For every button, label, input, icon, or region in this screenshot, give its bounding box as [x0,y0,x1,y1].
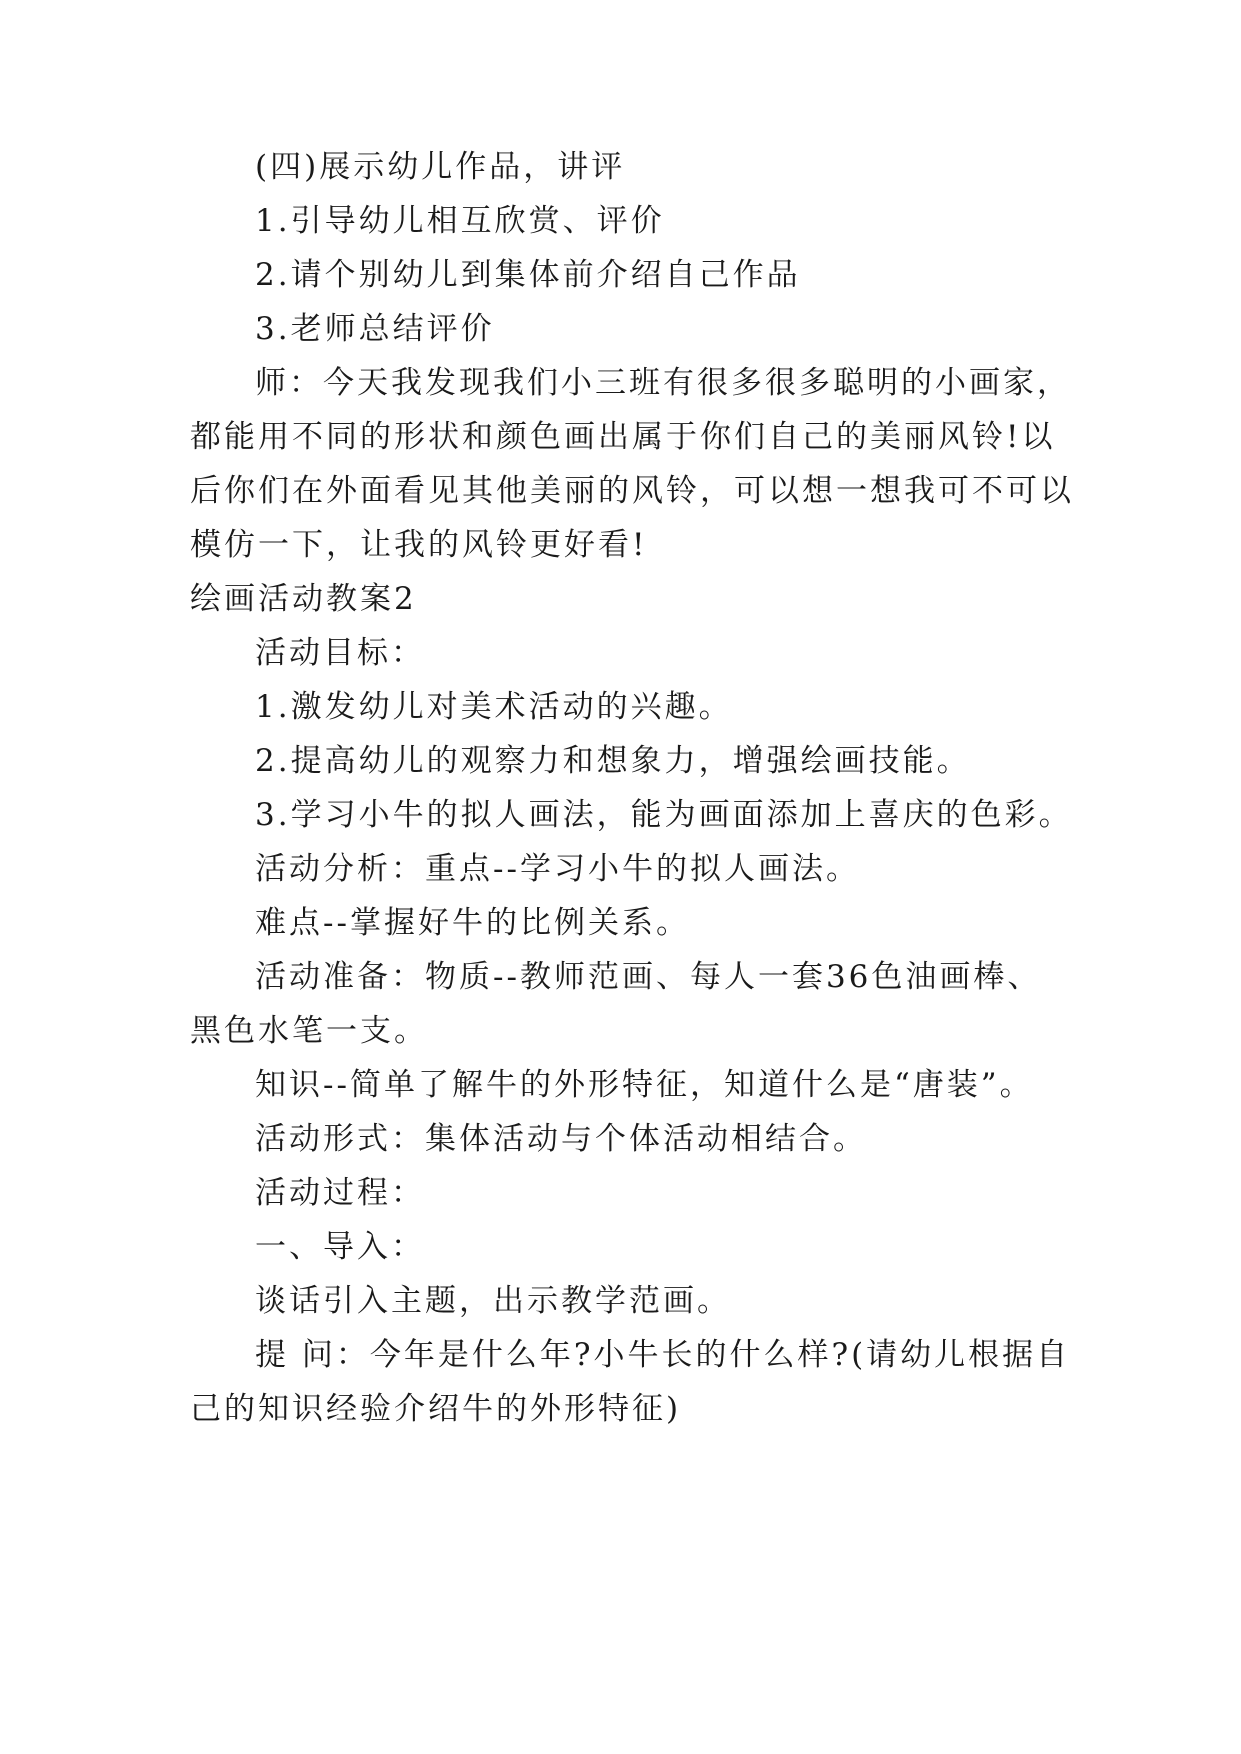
section-heading-goals: 活动目标： [255,635,425,671]
paragraph-line: 谈话引入主题，出示教学范画。 [255,1283,731,1319]
paragraph-line: 活动准备：物质--教师范画、每人一套36色油画棒、 [255,959,1042,995]
paragraph-line: 模仿一下，让我的风铃更好看! [190,527,648,563]
paragraph-line: 黑色水笔一支。 [190,1013,428,1049]
paragraph-line: 师：今天我发现我们小三班有很多很多聪明的小画家， [255,365,1071,401]
list-item: 3.老师总结评价 [255,311,495,347]
paragraph-line: 活动分析：重点--学习小牛的拟人画法。 [255,851,860,887]
paragraph-line: 提 问：今年是什么年?小牛长的什么样?(请幼儿根据自 [255,1337,1071,1373]
paragraph-line: 活动形式：集体活动与个体活动相结合。 [255,1121,867,1157]
paragraph-line: 难点--掌握好牛的比例关系。 [255,905,690,941]
section-heading-showcase: (四)展示幼儿作品，讲评 [255,149,626,185]
section-heading-intro: 一、导入： [255,1229,425,1265]
lesson-plan-title: 绘画活动教案2 [190,581,417,617]
list-item: 2.请个别幼儿到集体前介绍自己作品 [255,257,801,293]
paragraph-line: 都能用不同的形状和颜色画出属于你们自己的美丽风铃!以 [190,419,1056,455]
list-item: 2.提高幼儿的观察力和想象力，增强绘画技能。 [255,743,971,779]
list-item: 1.激发幼儿对美术活动的兴趣。 [255,689,733,725]
list-item: 3.学习小牛的拟人画法，能为画面添加上喜庆的色彩。 [255,797,1073,833]
paragraph-line: 后你们在外面看见其他美丽的风铃，可以想一想我可不可以 [190,473,1074,509]
paragraph-line: 己的知识经验介绍牛的外形特征) [190,1391,682,1427]
paragraph-line: 知识--简单了解牛的外形特征，知道什么是“唐装”。 [255,1067,1034,1103]
section-heading-process: 活动过程： [255,1175,425,1211]
list-item: 1.引导幼儿相互欣赏、评价 [255,203,665,239]
